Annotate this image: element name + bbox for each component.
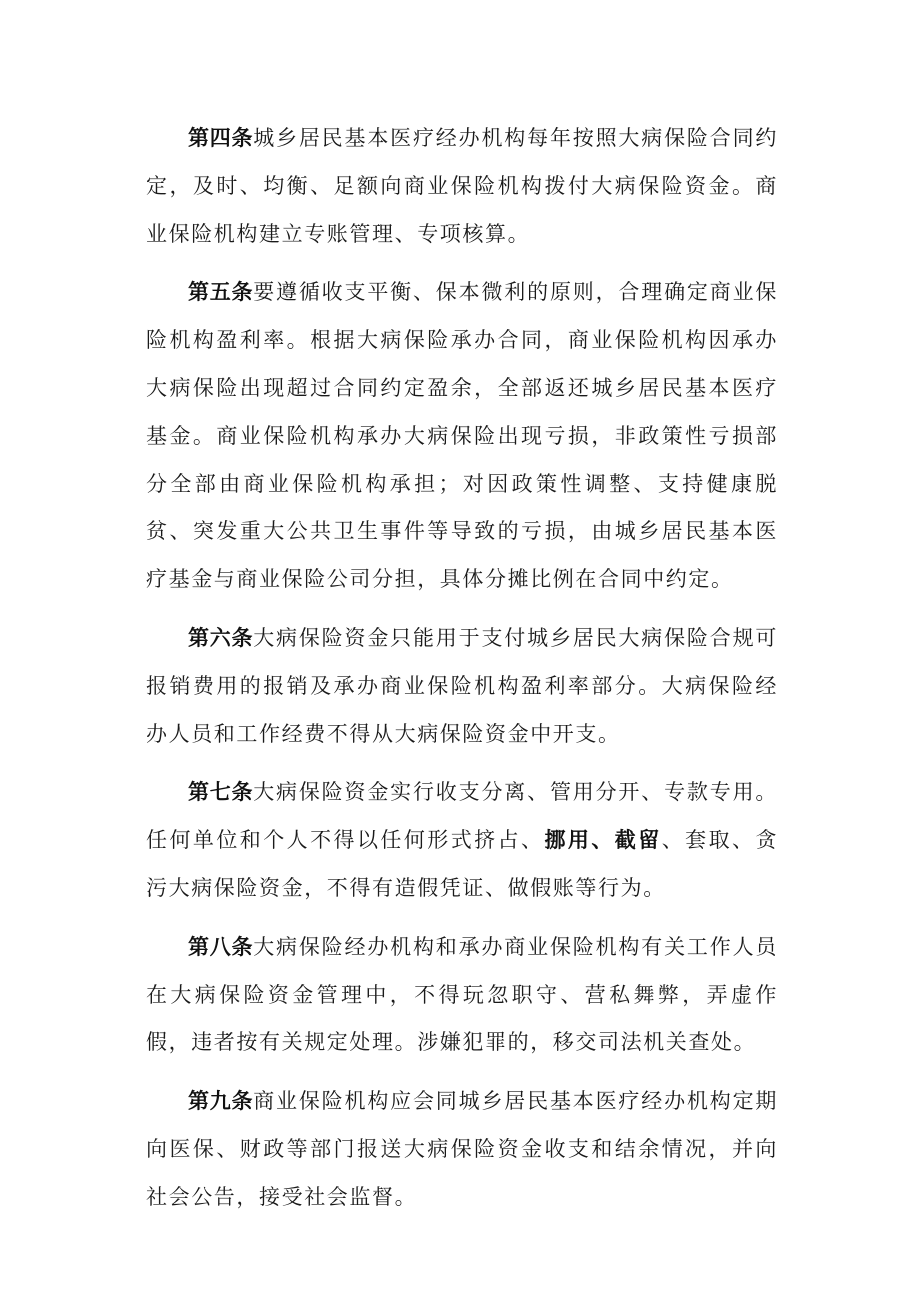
article-8 [146, 924, 778, 1067]
article-number: 第七条 [188, 780, 254, 805]
article-5 [146, 269, 778, 604]
article-text: 要遵循收支平衡、保本微利的原则，合理确定商业保险机构盈利率。根据大病保险承办合同，商业保险机构因承办大病保险出现超过合同约定盈余，全部返还城乡居民基本医疗基金。商业保险机构承办大病保险出现亏损，非政策性亏损部分全部由商业保险机构承担；对因政策性调整、支持健康脱贫、突发重大公共卫生事件等导致的亏损，由城乡居民基本医疗基金与商业保险公司分担，具体分摊比例在合同中约定。 [146, 280, 778, 592]
article-text: 大病保险资金实行收支分离、管用分开、专款专用。任何单位和个人不得以任何形式挤占、 [146, 780, 778, 853]
article-text: 商业保险机构应会同城乡居民基本医疗经办机构定期向医保、财政等部门报送大病保险资金收支和结余情况，并向社会公告，接受社会监督。 [146, 1089, 778, 1209]
article-9 [146, 1078, 778, 1221]
emphasized-punctuation: 、 [591, 828, 615, 853]
article-text: 城乡居民基本医疗经办机构每年按照大病保险合同约定，及时、均衡、足额向商业保险机构拨付大病保险资金。商业保险机构建立专账管理、专项核算。 [146, 126, 778, 246]
document-body [146, 115, 778, 1233]
article-number: 第五条 [188, 280, 254, 305]
article-number: 第六条 [188, 625, 254, 650]
article-7 [146, 769, 778, 912]
article-4 [146, 115, 778, 258]
article-number: 第四条 [188, 126, 254, 150]
emphasized-text: 截留 [614, 828, 662, 853]
article-6 [146, 615, 778, 758]
emphasized-text: 挪用 [544, 828, 592, 853]
article-text: 、套取、贪污大病保险资金，不得有造假凭证、做假账等行为。 [146, 828, 779, 900]
article-number: 第八条 [188, 934, 254, 959]
article-number: 第九条 [188, 1089, 254, 1114]
article-text: 大病保险资金只能用于支付城乡居民大病保险合规可报销费用的报销及承办商业保险机构盈利率部分。大病保险经办人员和工作经费不得从大病保险资金中开支。 [146, 625, 778, 746]
article-text: 大病保险经办机构和承办商业保险机构有关工作人员在大病保险资金管理中，不得玩忽职守、营私舞弊，弄虚作假，违者按有关规定处理。涉嫌犯罪的，移交司法机关查处。 [146, 934, 778, 1055]
